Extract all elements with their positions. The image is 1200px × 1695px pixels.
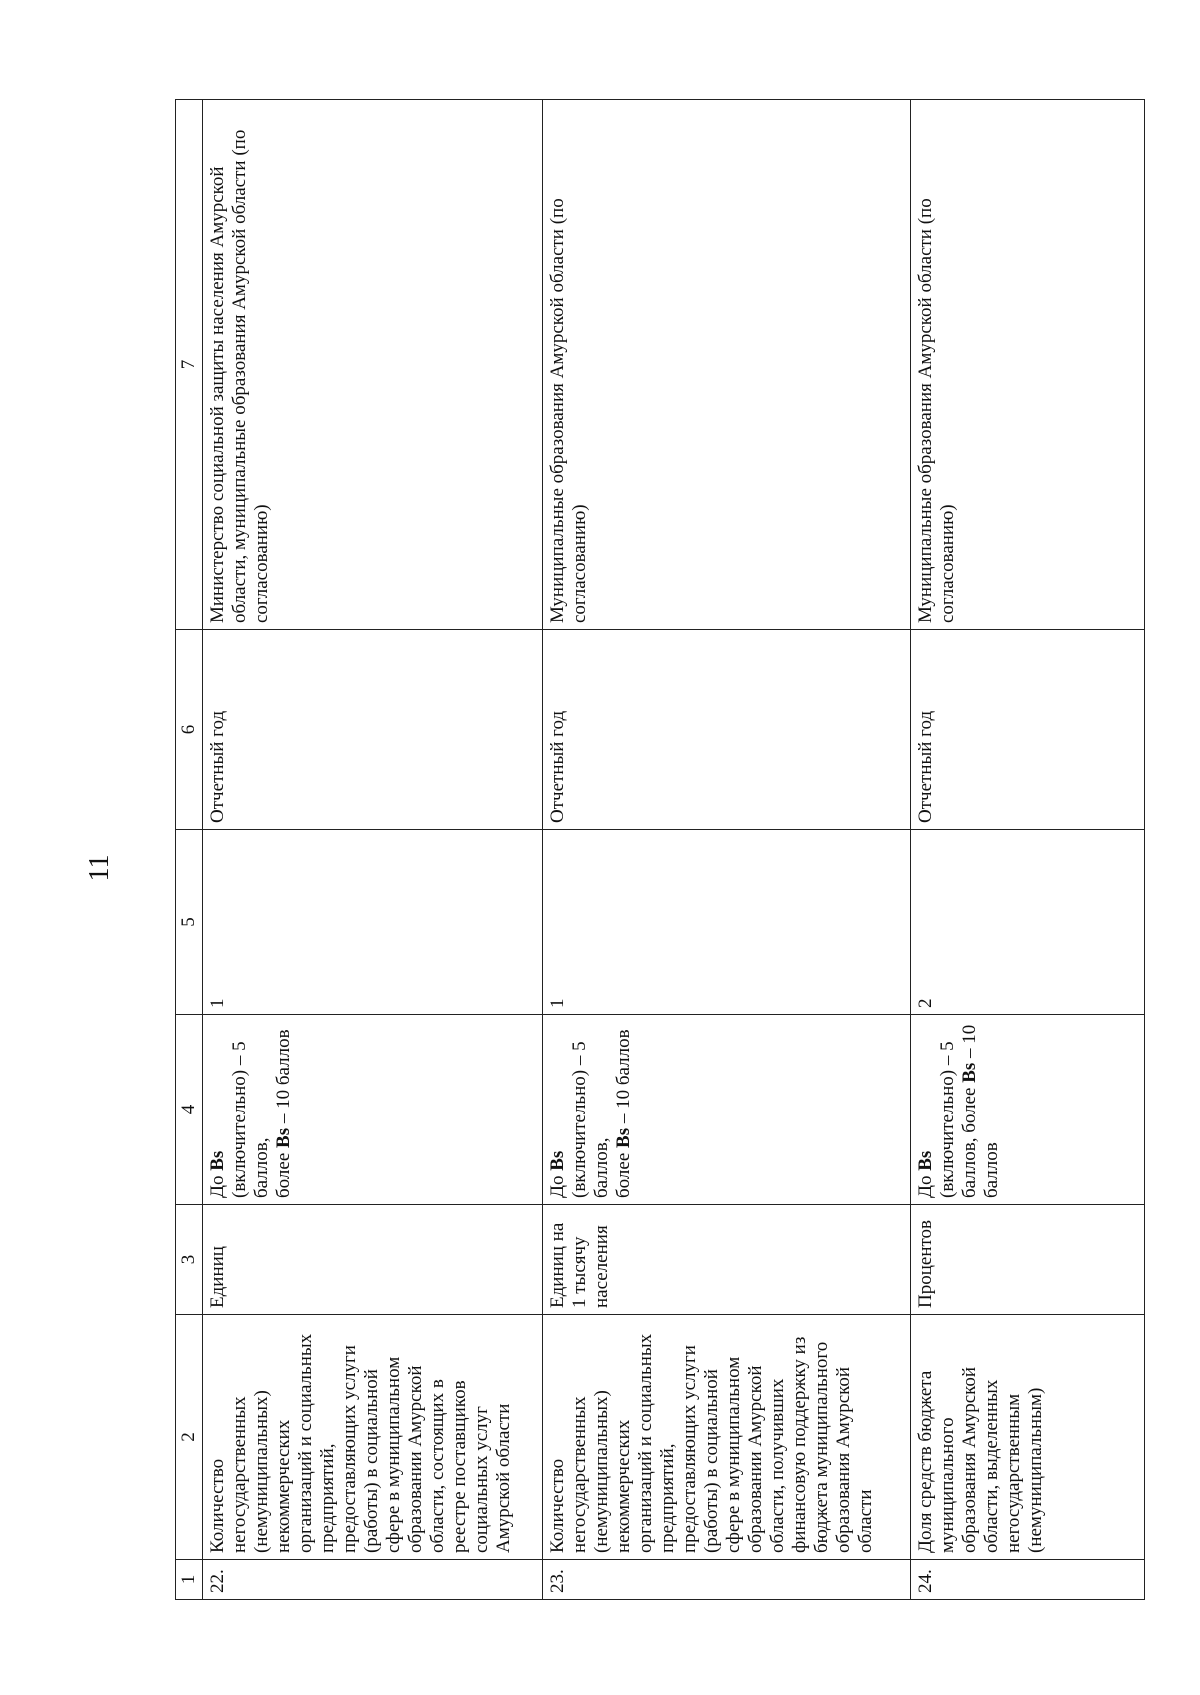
criteria-symbol: Bs [915,1150,936,1171]
criteria-text: До [547,1175,568,1198]
weight-value: 1 [543,830,911,1015]
indicator-name: Доля средств бюджета муниципального образования Амурской области, выделенных негосударственным (немуниципальным) [911,1315,1145,1560]
criteria-text: (включительно) – 5 баллов, [229,1041,272,1198]
unit-of-measure: Единиц на 1 тысячу населения [543,1205,911,1315]
scoring-criteria [543,1015,911,1205]
reporting-period: Отчетный год [203,630,543,830]
header-row [176,100,203,1600]
indicators-table-wrapper [175,100,1145,1600]
column-header: 7 [176,100,203,630]
table-row [203,100,543,1600]
column-header: 5 [176,830,203,1015]
weight-value: 2 [911,830,1145,1015]
criteria-text: До [207,1175,228,1198]
table-row [543,100,911,1600]
unit-of-measure: Процентов [911,1205,1145,1315]
responsible-body: Министерство социальной защиты населения Амурской области, муниципальные образования Амурской области (по согласованию) [203,100,543,630]
column-header: 6 [176,630,203,830]
unit-of-measure: Единиц [203,1205,543,1315]
responsible-body: Муниципальные образования Амурской области (по согласованию) [911,100,1145,630]
column-header: 3 [176,1205,203,1315]
indicators-table [175,99,1145,1600]
criteria-text: – 10 баллов [613,1029,634,1128]
criteria-text: более [613,1152,634,1198]
criteria-text: До [915,1175,936,1198]
criteria-text: – 10 баллов [959,1024,1002,1198]
criteria-text: более [273,1152,294,1198]
scoring-criteria [203,1015,543,1205]
scoring-criteria [911,1015,1145,1205]
criteria-symbol: Bs [959,1062,980,1083]
indicator-name: Количество негосударственных (немуниципальных) некоммерческих организаций и социальных предприятий, предоставляющих услуги (работы) в социальной сфере в муниципальном образовании Амурской области, получивших финансовую поддержку из бюджета муниципального образования Амурской области [543,1315,911,1560]
criteria-text: (включительно) – 5 баллов, [937,1041,980,1198]
responsible-body: Муниципальные образования Амурской области (по согласованию) [543,100,911,630]
row-number: 24. [911,1560,1145,1600]
criteria-text: – 10 баллов [273,1029,294,1128]
weight-value: 1 [203,830,543,1015]
criteria-symbol: Bs [547,1150,568,1171]
row-number: 22. [203,1560,543,1600]
page-number: 11 [84,854,115,882]
column-header: 1 [176,1560,203,1600]
row-number: 23. [543,1560,911,1600]
criteria-text: более [959,1087,980,1133]
criteria-symbol: Bs [613,1127,634,1148]
criteria-symbol: Bs [273,1127,294,1148]
column-header: 2 [176,1315,203,1560]
reporting-period: Отчетный год [911,630,1145,830]
column-header: 4 [176,1015,203,1205]
reporting-period: Отчетный год [543,630,911,830]
criteria-text: (включительно) – 5 баллов, [569,1041,612,1198]
indicator-name: Количество негосударственных (немуниципальных) некоммерческих организаций и социальных предприятий, предоставляющих услуги (работы) в социальной сфере в муниципальном образовании Амурской области, состоящих в реестре поставщиков социальных услуг Амурской области [203,1315,543,1560]
criteria-symbol: Bs [207,1150,228,1171]
table-row [911,100,1145,1600]
